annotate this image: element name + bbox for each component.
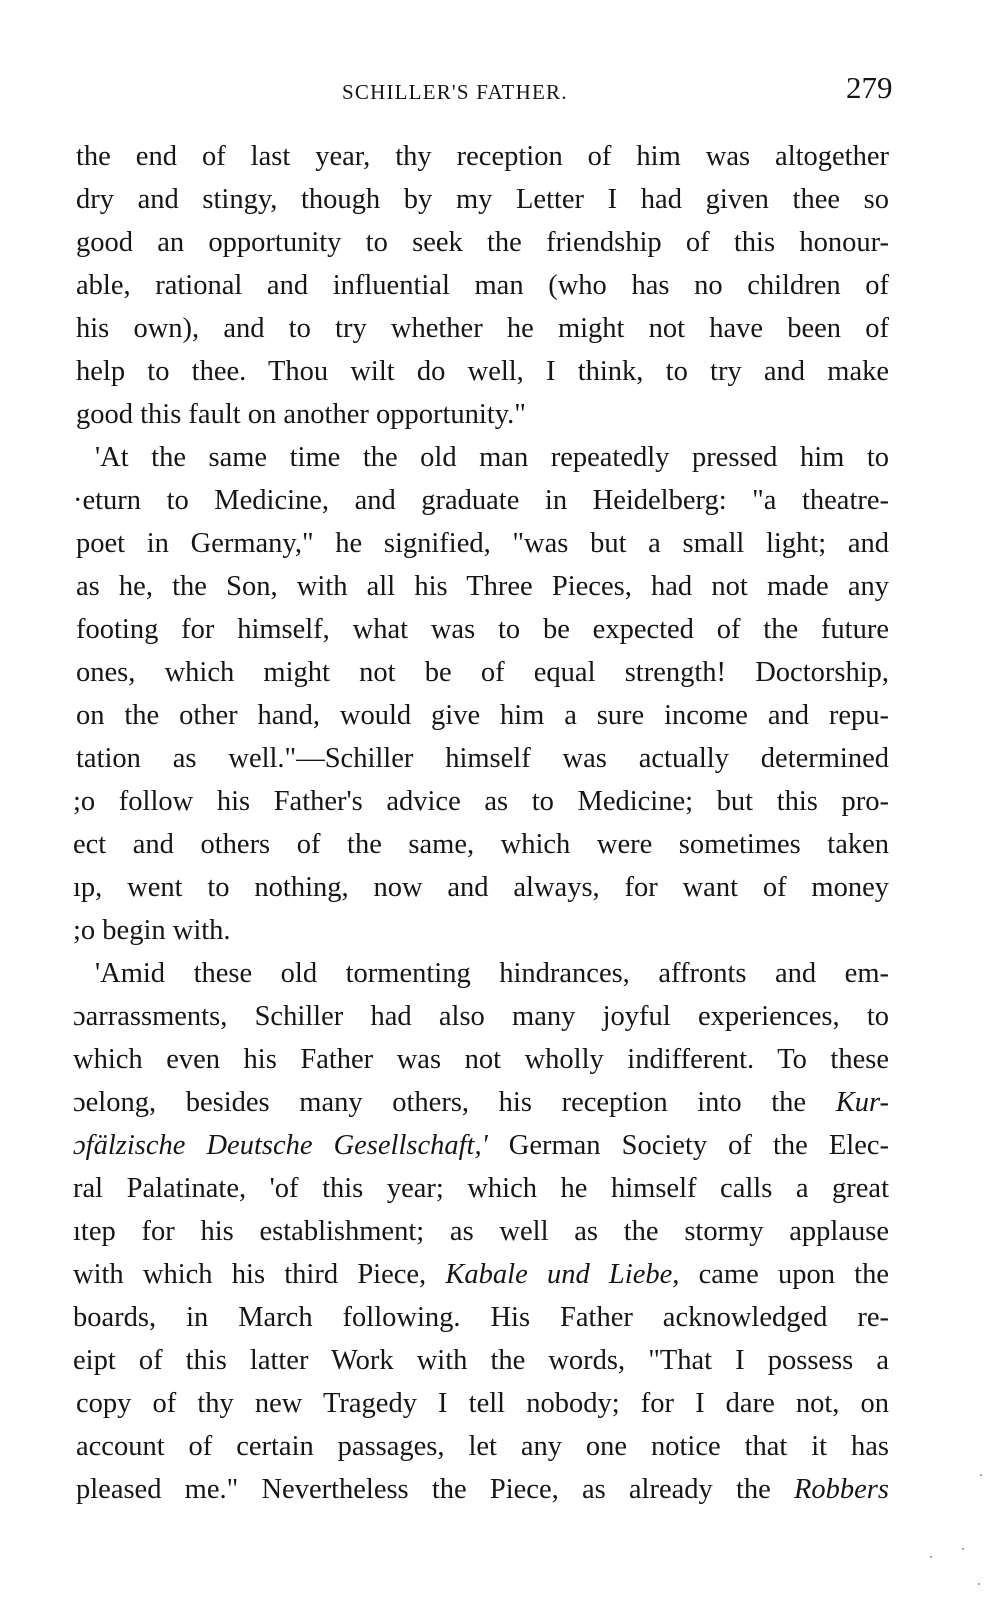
text-line: account of certain passages, let any one notice that it has (76, 1431, 889, 1462)
text-line: ıp, went to nothing, now and always, for want of money (73, 872, 889, 903)
text-line: ıtep for his establishment; as well as the stormy applause (73, 1216, 889, 1247)
line-segment: came upon the (679, 1259, 889, 1290)
text-line: ɔarrassments, Schiller had also many joyful experiences, to (73, 1001, 889, 1032)
text-line (73, 1081, 889, 1124)
text-line: the end of last year, thy reception of him was altogether (76, 141, 889, 172)
text-line: copy of thy new Tragedy I tell nobody; for I dare not, on (76, 1388, 889, 1419)
text-line: on the other hand, would give him a sure income and repu- (76, 700, 889, 731)
text-line: his own), and to try whether he might not have been of (76, 313, 889, 344)
running-head (0, 66, 1000, 110)
italic-title: Robbers (794, 1474, 889, 1505)
text-line: tation as well."—Schiller himself was actually determined (76, 743, 889, 774)
text-line: ect and others of the same, which were sometimes taken (73, 829, 889, 860)
text-line: eipt of this latter Work with the words, "That I possess a (73, 1345, 889, 1376)
text-line: ·eturn to Medicine, and graduate in Heidelberg: "a theatre- (73, 485, 889, 516)
line-segment: pleased me." Nevertheless the Piece, as already the (76, 1474, 794, 1505)
text-line: ;o begin with. (73, 915, 231, 946)
text-line: help to thee. Thou wilt do well, I think, to try and make (76, 356, 889, 387)
text-line: good an opportunity to seek the friendship of this honour- (76, 227, 889, 258)
paragraph-start-line: 'Amid these old tormenting hindrances, affronts and em- (95, 958, 889, 989)
text-line: ones, which might not be of equal strength! Doctorship, (76, 657, 889, 688)
line-segment: German Society of the Elec- (508, 1130, 889, 1161)
line-segment: with which his third Piece, (73, 1259, 446, 1290)
italic-term: ɔfälzische Deutsche Gesellschaft,' (73, 1130, 488, 1161)
text-line: as he, the Son, with all his Three Pieces, had not made any (76, 571, 889, 602)
paper-speck (930, 1556, 932, 1558)
paragraph-start-line: 'At the same time the old man repeatedly pressed him to (95, 442, 889, 473)
text-line: which even his Father was not wholly indifferent. To these (73, 1044, 889, 1075)
text-line: dry and stingy, though by my Letter I had given thee so (76, 184, 889, 215)
text-line (73, 1124, 889, 1167)
text-line: able, rational and influential man (who has no children of (76, 270, 889, 301)
text-line: ;o follow his Father's advice as to Medicine; but this pro- (73, 786, 889, 817)
text-line: ral Palatinate, 'of this year; which he himself calls a great (73, 1173, 889, 1204)
running-title: SCHILLER'S FATHER. (342, 80, 568, 104)
italic-term: Kur- (835, 1087, 889, 1118)
italic-title: Kabale und Liebe, (445, 1259, 680, 1290)
text-line: poet in Germany," he signified, "was but a small light; and (76, 528, 889, 559)
text-line: footing for himself, what was to be expected of the future (76, 614, 889, 645)
line-segment: ɔelong, besides many others, his reception into the (73, 1087, 836, 1118)
text-line (76, 1468, 889, 1511)
paper-speck (978, 1583, 980, 1585)
text-line (73, 1253, 889, 1296)
text-line: good this fault on another opportunity." (76, 399, 526, 430)
paper-speck (980, 1474, 982, 1476)
paper-speck (962, 1548, 964, 1550)
page-number: 279 (846, 70, 893, 105)
text-line: boards, in March following. His Father acknowledged re- (73, 1302, 889, 1333)
